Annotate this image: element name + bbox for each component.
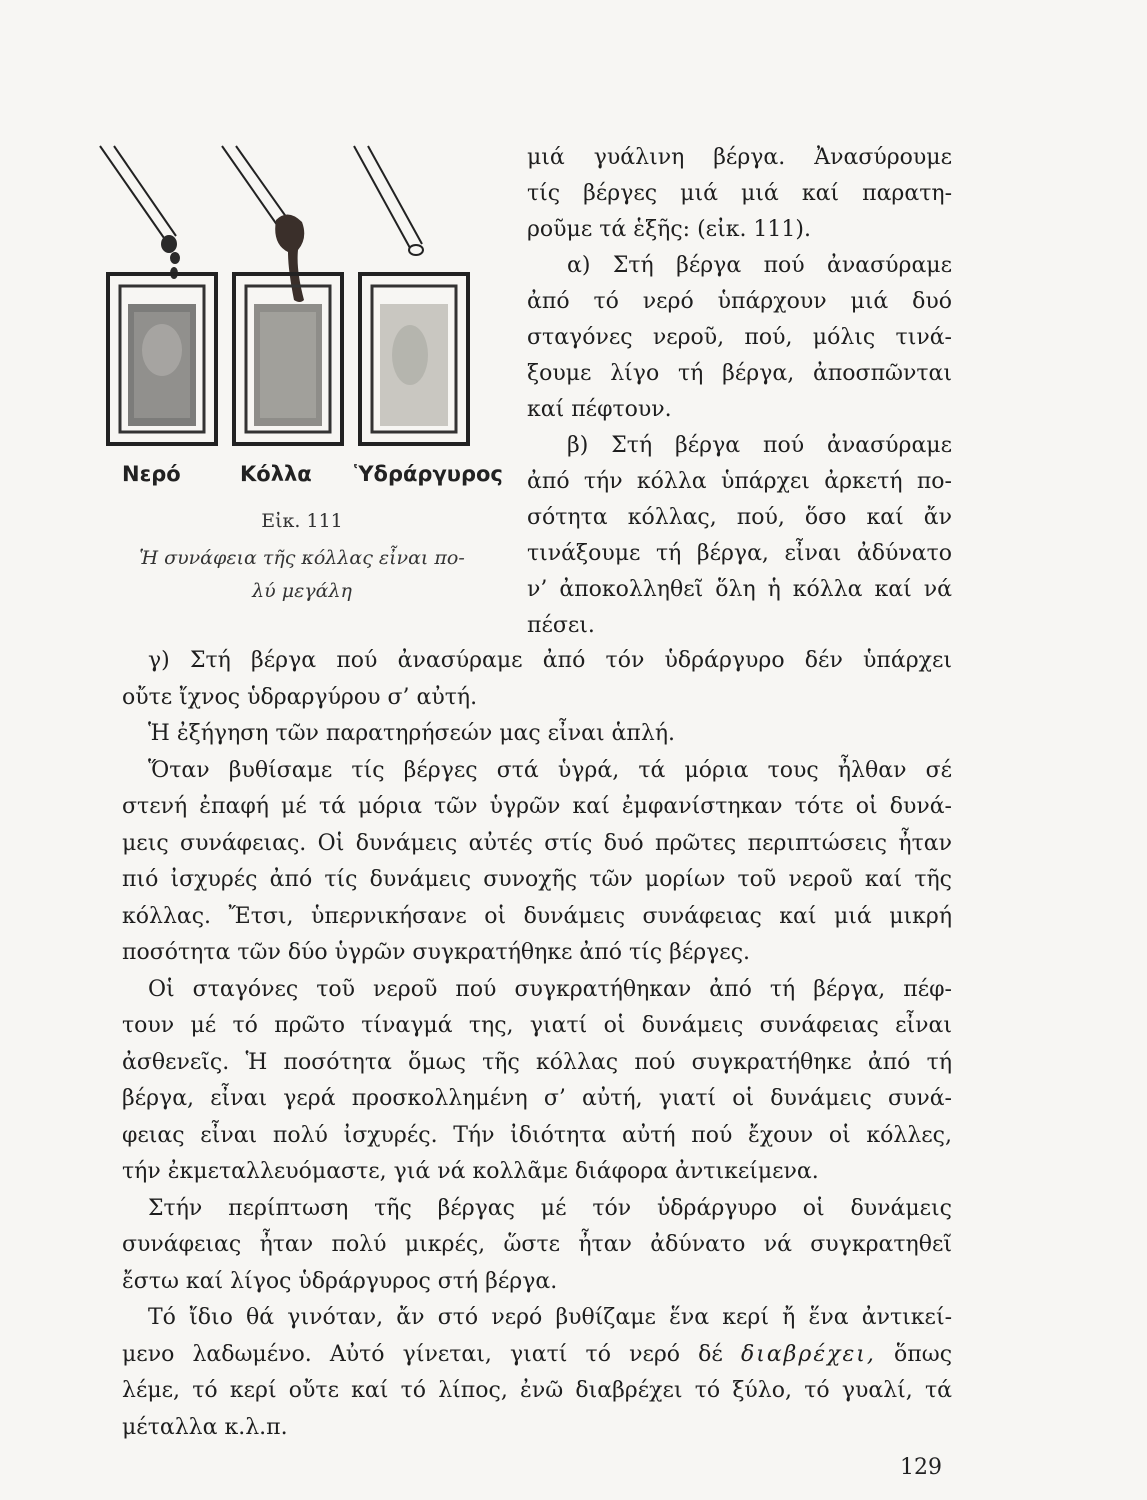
text-line: ἀσθενεῖς. Ἡ ποσότητα ὅμως τῆς κόλλας πού συγκρατήθηκε ἀπό τή (122, 1049, 952, 1075)
figure-caption (92, 542, 512, 608)
text-line: ποσότητα τῶν δύο ὑγρῶν συγκρατήθηκε ἀπό τίς βέργες. (122, 940, 751, 965)
main-body-text (122, 643, 952, 1446)
text-line: ἀπό τό νερό ὑπάρχουν μιά δυό (527, 289, 952, 314)
text-line: μεις συνάφειας. Οἱ δυνάμεις αὐτές στίς δυό πρῶτες περιπτώσεις ἦταν (122, 830, 952, 856)
text-line: γ) Στή βέργα πού ἀνασύραμε ἀπό τόν ὑδράργυρο δέν ὑπάρχει (148, 648, 952, 673)
text-line: Στήν περίπτωση τῆς βέργας μέ τόν ὑδράργυρο οἱ δυνάμεις (148, 1195, 952, 1221)
text-line: τήν ἐκμεταλλευόμαστε, γιά νά κολλᾶμε διάφορα ἀντικείμενα. (122, 1159, 819, 1184)
text-line: στενή ἐπαφή μέ τά μόρια τῶν ὑγρῶν καί ἐμφανίστηκαν τότε οἱ δυνά- (122, 794, 952, 819)
text-line: ἀπό τήν κόλλα ὑπάρχει ἀρκετή πο- (527, 469, 952, 494)
glass-rod-water (100, 146, 180, 279)
text-line: α) Στή βέργα πού ἀνασύραμε (567, 253, 952, 278)
text-line: πέσει. (527, 613, 595, 638)
beakers-illustration (92, 140, 512, 470)
text-line: βέργα, εἶναι γερά προσκολλημένη σ’ αὐτή, γιατί οἱ δυνάμεις συνά- (122, 1086, 952, 1111)
text-line: β) Στή βέργα πού ἀνασύραμε (567, 433, 952, 458)
text-line: μιά γυάλινη βέργα. Ἀνασύρουμε (527, 145, 952, 170)
text-line: λέμε, τό κερί οὔτε καί τό λίπος, ἐνῶ διαβρέχει τό ξύλο, τό γυαλί, τά (122, 1378, 952, 1403)
page-number: 129 (900, 1455, 942, 1480)
label-glue: Κόλλα (240, 462, 312, 486)
text-line: τουν μέ τό πρῶτο τίναγμά της, γιατί οἱ δυνάμεις συνάφειας εἶναι (122, 1013, 952, 1038)
label-mercury: Ὑδράργυρος (354, 462, 503, 486)
text-line: τινάξουμε τή βέργα, εἶναι ἀδύνατο (527, 541, 952, 566)
text-line: μέταλλα κ.λ.π. (122, 1414, 288, 1440)
text-segment: ὅπως (894, 1341, 953, 1367)
text-line: ἔστω καί λίγος ὑδράργυρος στή βέργα. (122, 1268, 558, 1294)
glass-rod-mercury (354, 146, 423, 255)
text-line: σότητα κόλλας, πού, ὅσο καί ἄν (527, 505, 952, 530)
beaker-glue (234, 274, 342, 444)
text-line: κόλλας. Ἔτσι, ὑπερνικήσανε οἱ δυνάμεις συνάφειας καί μιά μικρή (122, 903, 952, 929)
beaker-mercury (360, 274, 468, 444)
text-line: Τό ἴδιο θά γινόταν, ἄν στό νερό βυθίζαμε ἕνα κερί ἤ ἕνα ἀντικεί- (148, 1305, 952, 1330)
text-line: πιό ἰσχυρές ἀπό τίς δυνάμεις συνοχῆς τῶν μορίων τοῦ νεροῦ καί τῆς (122, 867, 952, 892)
text-line: τίς βέργες μιά μιά καί παρατη- (527, 181, 952, 206)
figure-number: Εἰκ. 111 (261, 510, 343, 532)
text-line: Οἱ σταγόνες τοῦ νεροῦ πού συγκρατήθηκαν ἀπό τή βέργα, πέφ- (148, 976, 952, 1002)
beaker-water (108, 274, 216, 444)
figure-111 (92, 140, 512, 610)
text-line: Ἡ ἐξήγηση τῶν παρατηρήσεών μας εἶναι ἁπλή. (148, 721, 675, 746)
right-column-text (527, 140, 952, 644)
text-line: καί πέφτουν. (527, 397, 672, 422)
text-line: ν’ ἀποκολληθεῖ ὅλη ἡ κόλλα καί νά (527, 577, 952, 602)
text-line: οὔτε ἴχνος ὑδραργύρου σ’ αὐτή. (122, 684, 478, 710)
label-water: Νερό (122, 462, 181, 486)
emphasized-term: διαβρέχει, (740, 1341, 876, 1367)
text-line: ροῦμε τά ἑξῆς: (εἰκ. 111). (527, 217, 812, 242)
text-line: φειας εἶναι πολύ ἰσχυρές. Τήν ἰδιότητα αὐτή πού ἔχουν οἱ κόλλες, (122, 1122, 952, 1148)
caption-line: Ἡ συνάφεια τῆς κόλλας εἶναι πο- (139, 547, 465, 569)
text-line: συνάφειας ἦταν πολύ μικρές, ὥστε ἦταν ἀδύνατο νά συγκρατηθεῖ (122, 1232, 952, 1257)
caption-line: λύ μεγάλη (252, 580, 352, 602)
text-line: ξουμε λίγο τή βέργα, ἀποσπῶνται (527, 361, 952, 386)
text-line-mixed (122, 1337, 952, 1374)
text-line: Ὅταν βυθίσαμε τίς βέργες στά ὑγρά, τά μόρια τους ἦλθαν σέ (148, 757, 952, 783)
text-line: σταγόνες νεροῦ, πού, μόλις τινά- (527, 325, 952, 350)
text-segment: μενο λαδωμένο. Αὐτό γίνεται, γιατί τό νερό δέ (122, 1341, 723, 1367)
